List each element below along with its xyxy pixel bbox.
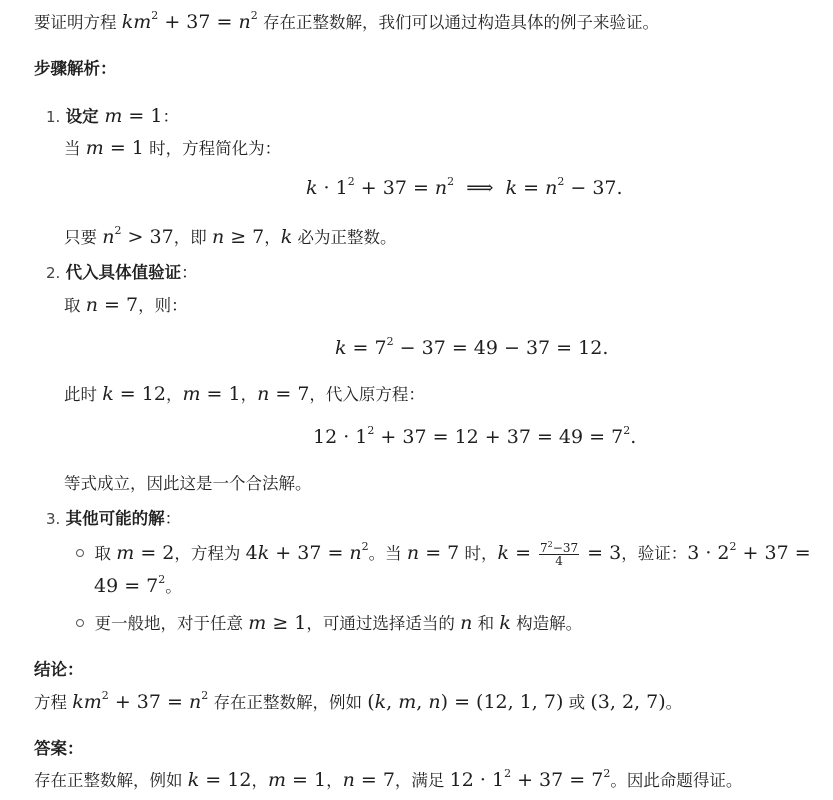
step1-when: 当 m = 1 时，方程简化为： (64, 137, 282, 159)
conclusion-heading: 结论： (34, 660, 84, 679)
conclusion-text: 方程 $km^2 + 37 = n^2$ 存在正整数解，例如 (k, m, n) = (12, 1, 7) 或 (3, 2, 7)。 (34, 689, 683, 713)
answer-heading: 答案： (34, 739, 84, 758)
bullet-icon (76, 619, 84, 627)
step2-valid: 等式成立，因此这是一个合法解。 (64, 474, 312, 493)
step3-bullet-1-cont: $49 = 7^2$。 (94, 573, 182, 597)
step1-title: 1. 设定 m = 1： (46, 105, 179, 127)
answer-text: 存在正整数解，例如 k = 12，m = 1，n = 7，满足 $12 \cdot 1^2 + 37 = 7^2$。因此命题得证。 (34, 767, 743, 791)
step3-bullet-1: 取 m = 2，方程为 $4k + 37 = n^2$。当 n = 7 时，k = $\frac{7^2-37}{4}$ = 3，验证：$3 \cdot 2^2 + 37$ = (76, 541, 811, 567)
bullet-icon (76, 549, 84, 557)
step1-note: 只要 $n^2 > 37$，即 n ≥ 7，k 必为正整数。 (64, 224, 397, 248)
step3-title: 3. 其他可能的解： (46, 509, 182, 528)
step2-display-equation-2: $12 \cdot 1^2 + 37 = 12 + 37 = 49 = 7^2$. (313, 424, 637, 448)
main-equation: $km^2 + 37 = n^2$ (121, 9, 258, 33)
step2-display-equation-1: $k = 7^2 - 37 = 49 - 37 = 12$. (335, 335, 609, 359)
step1-display-equation: $k \cdot 1^2 + 37 = n^2$ ⟹ $k = n^2 - 37$. (306, 175, 623, 199)
steps-heading: 步骤解析： (34, 59, 117, 78)
intro-line: 要证明方程 $km^2 + 37 = n^2$ 存在正整数解，我们可以通过构造具体的例子来验证。 (34, 9, 659, 33)
step2-title: 2. 代入具体值验证： (46, 263, 198, 282)
step2-values: 此时 k = 12，m = 1，n = 7，代入原方程： (64, 383, 425, 405)
step3-bullet-2: 更一般地，对于任意 m ≥ 1，可通过选择适当的 n 和 k 构造解。 (76, 611, 582, 636)
step2-take: 取 n = 7，则： (64, 294, 188, 316)
